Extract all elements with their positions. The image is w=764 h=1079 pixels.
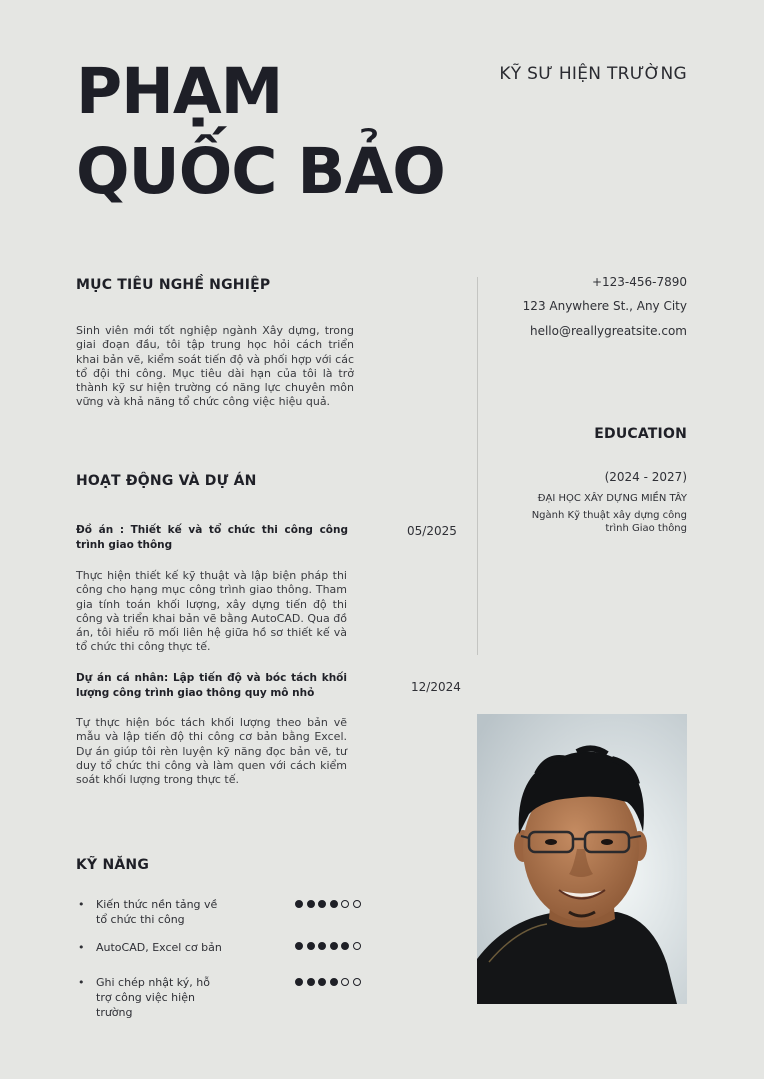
education-major-line-1: Ngành Kỹ thuật xây dựng công (531, 510, 687, 521)
rating-dot-empty-icon (353, 900, 361, 908)
skill-label: Kiến thức nền tảng về tổ chức thi công (96, 898, 218, 926)
project-title: Đồ án : Thiết kế và tổ chức thi công công trình giao thông (76, 524, 348, 551)
skills-heading: KỸ NĂNG (76, 857, 150, 873)
skill-item (76, 975, 296, 1019)
rating-dot-filled-icon (295, 900, 303, 908)
project-description: Tự thực hiện bóc tách khối lượng theo bản vẽ mẫu và lập tiến độ thi công cơ bản bằng Excel. Dự án giúp tôi rèn luyện kỹ năng đọc bản vẽ, tư duy tổ chức thi công và làm quen với cách kiểm soát khối lượng trong thực tế. (76, 716, 347, 787)
skill-label: Ghi chép nhật ký, hỗ trợ công việc hiện trường (96, 976, 210, 1019)
skill-label: AutoCAD, Excel cơ bản (96, 941, 222, 954)
candidate-name (76, 52, 445, 212)
contact-email: hello@reallygreatsite.com (529, 324, 687, 338)
rating-dot-filled-icon (318, 942, 326, 950)
rating-dot-filled-icon (307, 942, 315, 950)
rating-dot-empty-icon (353, 978, 361, 986)
name-line-1: PHẠM (76, 55, 283, 128)
bullet-icon: • (78, 976, 85, 989)
education-heading: EDUCATION (594, 426, 687, 442)
rating-dot-filled-icon (330, 978, 338, 986)
objective-text: Sinh viên mới tốt nghiệp ngành Xây dựng, trong giai đoạn đầu, tôi tập trung học hỏi cách triển khai bản vẽ, kiểm soát tiến độ và phối hợp với các tổ đội thi công. Mục tiêu dài hạn của tôi là trở thành kỹ sư hiện trường có năng lực chuyên môn vững và khả năng tổ chức công việc hiệu quả. (76, 324, 354, 409)
contact-phone: +123-456-7890 (591, 275, 687, 289)
education-major-line-2: trình Giao thông (605, 523, 687, 534)
name-line-2: QUỐC BẢO (76, 135, 445, 208)
rating-dot-filled-icon (318, 900, 326, 908)
rating-dot-empty-icon (341, 978, 349, 986)
education-school: ĐẠI HỌC XÂY DỰNG MIỀN TÂY (537, 493, 687, 504)
job-title: KỸ SƯ HIỆN TRƯỜNG (499, 64, 687, 84)
rating-dot-filled-icon (295, 942, 303, 950)
rating-dot-filled-icon (307, 900, 315, 908)
profile-photo (477, 714, 687, 1004)
project-date: 12/2024 (411, 680, 461, 694)
rating-dot-filled-icon (307, 978, 315, 986)
rating-dot-filled-icon (330, 942, 338, 950)
education-years: (2024 - 2027) (604, 470, 687, 484)
rating-dot-filled-icon (318, 978, 326, 986)
projects-heading: HOẠT ĐỘNG VÀ DỰ ÁN (76, 473, 257, 489)
skill-rating (295, 900, 361, 908)
project-description: Thực hiện thiết kế kỹ thuật và lập biện pháp thi công cho hạng mục công trình giao thông. Tham gia tính toán khối lượng, xây dựng tiến độ thi công và triển khai bản vẽ bằng AutoCAD. Qua đồ án, tôi hiểu rõ mối liên hệ giữa hồ sơ thiết kế và tổ chức thi công thực tế. (76, 569, 347, 654)
skill-rating (295, 942, 361, 950)
skill-item (76, 897, 296, 929)
objective-heading: MỤC TIÊU NGHỀ NGHIỆP (76, 277, 271, 293)
rating-dot-empty-icon (353, 942, 361, 950)
bullet-icon: • (78, 941, 85, 954)
skill-item (76, 940, 296, 956)
project-date: 05/2025 (407, 524, 457, 538)
rating-dot-filled-icon (341, 942, 349, 950)
column-divider (477, 277, 478, 655)
rating-dot-filled-icon (295, 978, 303, 986)
rating-dot-filled-icon (330, 900, 338, 908)
skill-rating (295, 978, 361, 986)
project-title: Dự án cá nhân: Lập tiến độ và bóc tách khối lượng công trình giao thông quy mô nhỏ (76, 672, 347, 699)
bullet-icon: • (78, 898, 85, 911)
contact-address: 123 Anywhere St., Any City (522, 299, 687, 313)
rating-dot-empty-icon (341, 900, 349, 908)
